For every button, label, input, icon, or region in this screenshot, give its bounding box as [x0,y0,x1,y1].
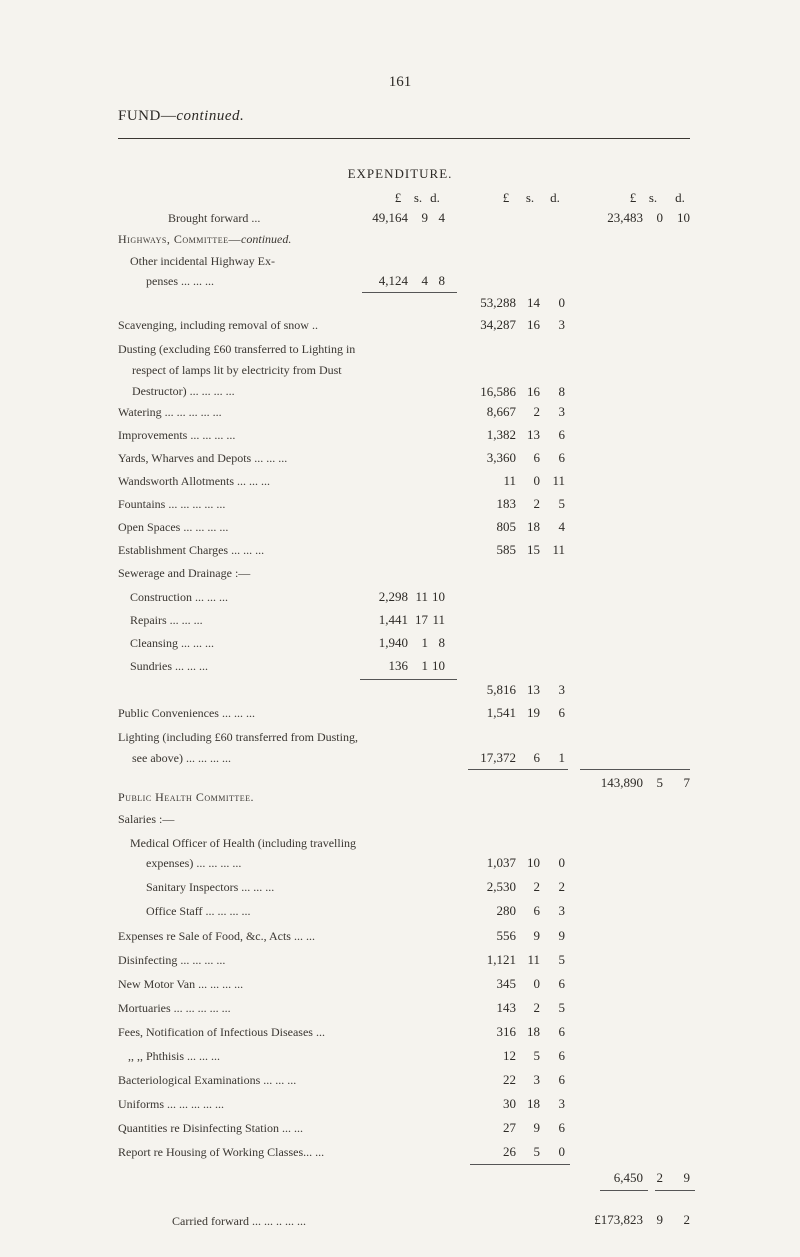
lighting-label: Lighting (including £60 transferred from Dusting, [118,730,358,744]
sewerage-pounds: 2,298 [378,589,408,604]
health-item-pence: 5 [558,952,565,967]
health-item-shillings: 9 [533,928,540,943]
health-item-pounds: 12 [503,1048,516,1063]
salary-label: Sanitary Inspectors ... ... ... [146,880,275,894]
health-item-pence: 6 [558,1120,565,1135]
total-rule [655,1190,695,1191]
health-item-pounds: 22 [503,1072,516,1087]
public-conveniences-shillings: 19 [527,705,540,720]
health-item-pounds: 143 [496,1000,516,1015]
subtotal-rule [360,679,457,680]
health-item-label: Bacteriological Examinations ... ... ... [118,1073,297,1087]
health-item-label: Report re Housing of Working Classes... ... [118,1145,325,1159]
item-pence: 4 [558,519,565,534]
brought-forward-c3-pence: 10 [677,210,690,225]
brought-forward-c1-shillings: 9 [421,210,428,225]
item-pounds: 183 [496,496,516,511]
item-pounds: 3,360 [486,450,516,465]
item-pounds: 1,382 [486,427,516,442]
health-item-label: Quantities re Disinfecting Station ... ... [118,1121,303,1135]
item-pence: 11 [552,542,565,557]
health-item-pence: 6 [558,1024,565,1039]
header-rule [118,138,690,139]
sewerage-label: Construction ... ... ... [130,590,228,604]
health-item-pence: 6 [558,976,565,991]
salaries-heading: Salaries :— [118,812,175,826]
item-pence: 3 [558,317,565,332]
salary-pounds: 2,530 [486,879,516,894]
health-item-label: Expenses re Sale of Food, &c., Acts ... ... [118,929,315,943]
health-item-label: Mortuaries ... ... ... ... ... [118,1001,231,1015]
health-item-pence: 3 [558,1096,565,1111]
item-pence: 8 [558,384,565,399]
health-total-shillings: 2 [656,1170,663,1185]
item-pence: 5 [558,496,565,511]
health-item-pence: 6 [558,1048,565,1063]
health-item-label: Fees, Notification of Infectious Diseases ... [118,1025,325,1039]
sewerage-pounds: 1,940 [378,635,408,650]
item-label: Watering ... ... ... ... ... [118,405,222,419]
sewerage-label: Cleansing ... ... ... [130,636,214,650]
sewerage-label: Sundries ... ... ... [130,659,208,673]
item-shillings: 6 [533,450,540,465]
lighting-label-2: see above) ... ... ... ... [132,751,231,765]
health-total-pence: 9 [683,1170,690,1185]
col-header-pence: d. [430,190,440,205]
health-item-pounds: 1,121 [486,952,516,967]
subtotal-rule [470,1164,570,1165]
public-conveniences-pounds: 1,541 [486,705,516,720]
salary-pounds: 1,037 [486,855,516,870]
other-incidental-shillings: 4 [421,273,428,288]
other-incidental-label: Other incidental Highway Ex- [130,254,275,268]
health-item-pence: 6 [558,1072,565,1087]
other-incidental-pounds: 4,124 [378,273,408,288]
item-shillings: 16 [527,317,540,332]
health-item-label: ,, ,, Phthisis ... ... ... [128,1049,221,1063]
sewerage-pence: 10 [432,589,445,604]
item-pence: 6 [558,427,565,442]
sewerage-pence: 11 [432,612,445,627]
item-pence: 11 [552,473,565,488]
col-header-pound: £ [502,190,510,205]
health-item-pence: 9 [558,928,565,943]
item-pence: 3 [558,404,565,419]
brought-forward-c1-pence: 4 [438,210,445,225]
item-pounds: 805 [496,519,516,534]
health-item-label: Disinfecting ... ... ... ... [118,953,226,967]
item-shillings: 2 [533,404,540,419]
col-header-shillings: s. [525,190,535,205]
salary-shillings: 10 [527,855,540,870]
sewerage-pence: 10 [432,658,445,673]
health-item-shillings: 18 [527,1024,540,1039]
total-rule [600,1190,648,1191]
col-header-shillings: s. [413,190,423,205]
highways-subtotal-pence: 0 [558,295,565,310]
health-item-shillings: 11 [527,952,540,967]
item-label-2: respect of lamps lit by electricity from Dust [132,363,342,377]
health-item-pounds: 30 [503,1096,516,1111]
health-item-label: Uniforms ... ... ... ... ... [118,1097,224,1111]
salary-pence: 0 [558,855,565,870]
health-item-pounds: 556 [496,928,516,943]
health-item-pounds: 27 [503,1120,516,1135]
salary-label: Medical Officer of Health (including travelling [130,836,357,850]
public-health-heading: Public Health Committee. [118,790,255,804]
item-pounds: 16,586 [480,384,516,399]
item-shillings: 18 [527,519,540,534]
highways-heading [118,232,291,247]
highways-total-pence: 7 [683,775,690,790]
salary-shillings: 6 [533,903,540,918]
highways-subtotal-shillings: 14 [527,295,540,310]
health-item-shillings: 9 [533,1120,540,1135]
col-header-pound: £ [629,190,637,205]
item-pounds: 11 [503,473,516,488]
health-item-shillings: 5 [533,1144,540,1159]
highways-total-shillings: 5 [656,775,663,790]
expenditure-title: EXPENDITURE. [347,166,453,181]
health-item-shillings: 5 [533,1048,540,1063]
item-label: Establishment Charges ... ... ... [118,543,265,557]
other-incidental-pence: 8 [438,273,445,288]
sewerage-heading: Sewerage and Drainage :— [118,566,251,580]
item-shillings: 15 [527,542,540,557]
item-shillings: 0 [533,473,540,488]
item-label: Improvements ... ... ... ... [118,428,236,442]
lighting-shillings: 6 [533,750,540,765]
item-label: Open Spaces ... ... ... ... [118,520,229,534]
salary-label-2: expenses) ... ... ... ... [146,856,242,870]
health-item-pounds: 316 [496,1024,516,1039]
item-pence: 6 [558,450,565,465]
item-pounds: 585 [496,542,516,557]
item-label: Fountains ... ... ... ... ... [118,497,226,511]
lighting-pounds: 17,372 [480,750,516,765]
sewerage-label: Repairs ... ... ... [130,613,203,627]
salary-shillings: 2 [533,879,540,894]
carried-forward-shillings: 9 [656,1212,663,1227]
brought-forward-c1-pounds: 49,164 [372,210,408,225]
col-header-pound: £ [394,190,402,205]
sewerage-pence: 8 [438,635,445,650]
carried-forward-pence: 2 [683,1212,690,1227]
brought-forward-c3-pounds: 23,483 [607,210,643,225]
public-conveniences-pence: 6 [558,705,565,720]
health-total-pounds: 6,450 [613,1170,643,1185]
col-header-pence: d. [550,190,560,205]
health-item-pence: 5 [558,1000,565,1015]
health-item-pence: 0 [558,1144,565,1159]
brought-forward-label: Brought forward ... [168,211,261,225]
health-item-shillings: 2 [533,1000,540,1015]
page-number: 161 [388,74,412,90]
sewerage-shillings: 1 [421,658,428,673]
sewerage-total-pence: 3 [558,682,565,697]
salary-pence: 3 [558,903,565,918]
fund-title: FUND—continued. [118,108,245,124]
sewerage-pounds: 136 [388,658,408,673]
health-item-label: New Motor Van ... ... ... ... [118,977,244,991]
sewerage-total-shillings: 13 [527,682,540,697]
health-item-shillings: 18 [527,1096,540,1111]
col-header-pence: d. [675,190,685,205]
health-item-shillings: 3 [533,1072,540,1087]
subtotal-rule [468,769,568,770]
other-incidental-label-2: penses ... ... ... [146,274,214,288]
health-item-shillings: 0 [533,976,540,991]
item-label: Wandsworth Allotments ... ... ... [118,474,271,488]
salary-pounds: 280 [496,903,516,918]
item-shillings: 2 [533,496,540,511]
item-shillings: 13 [527,427,540,442]
item-shillings: 16 [527,384,540,399]
item-label: Yards, Wharves and Depots ... ... ... [118,451,288,465]
item-label-3: Destructor) ... ... ... ... [132,384,235,398]
health-item-pounds: 345 [496,976,516,991]
public-conveniences-label: Public Conveniences ... ... ... [118,706,255,720]
sewerage-shillings: 1 [421,635,428,650]
item-label: Scavenging, including removal of snow .. [118,318,318,332]
item-pounds: 34,287 [480,317,516,332]
sewerage-pounds: 1,441 [378,612,408,627]
item-pounds: 8,667 [486,404,516,419]
highways-subtotal-pounds: 53,288 [480,295,516,310]
item-label: Dusting (excluding £60 transferred to Lighting in [118,342,356,356]
brought-forward-c3-shillings: 0 [656,210,663,225]
carried-forward-label: Carried forward ... ... .. ... ... [172,1214,306,1228]
salary-label: Office Staff ... ... ... ... [146,904,251,918]
salary-pence: 2 [558,879,565,894]
highways-total-pounds: 143,890 [600,775,643,790]
subtotal-rule [580,769,690,770]
col-header-shillings: s. [648,190,658,205]
highways-heading-text: Highways, Committee— [118,232,242,246]
sewerage-total-pounds: 5,816 [486,682,516,697]
carried-forward-pounds: £173,823 [594,1212,643,1227]
subtotal-rule [362,292,457,293]
sewerage-shillings: 11 [415,589,428,604]
sewerage-shillings: 17 [415,612,428,627]
health-item-pounds: 26 [503,1144,516,1159]
highways-heading-cont: continued. [241,232,292,246]
lighting-pence: 1 [558,750,565,765]
